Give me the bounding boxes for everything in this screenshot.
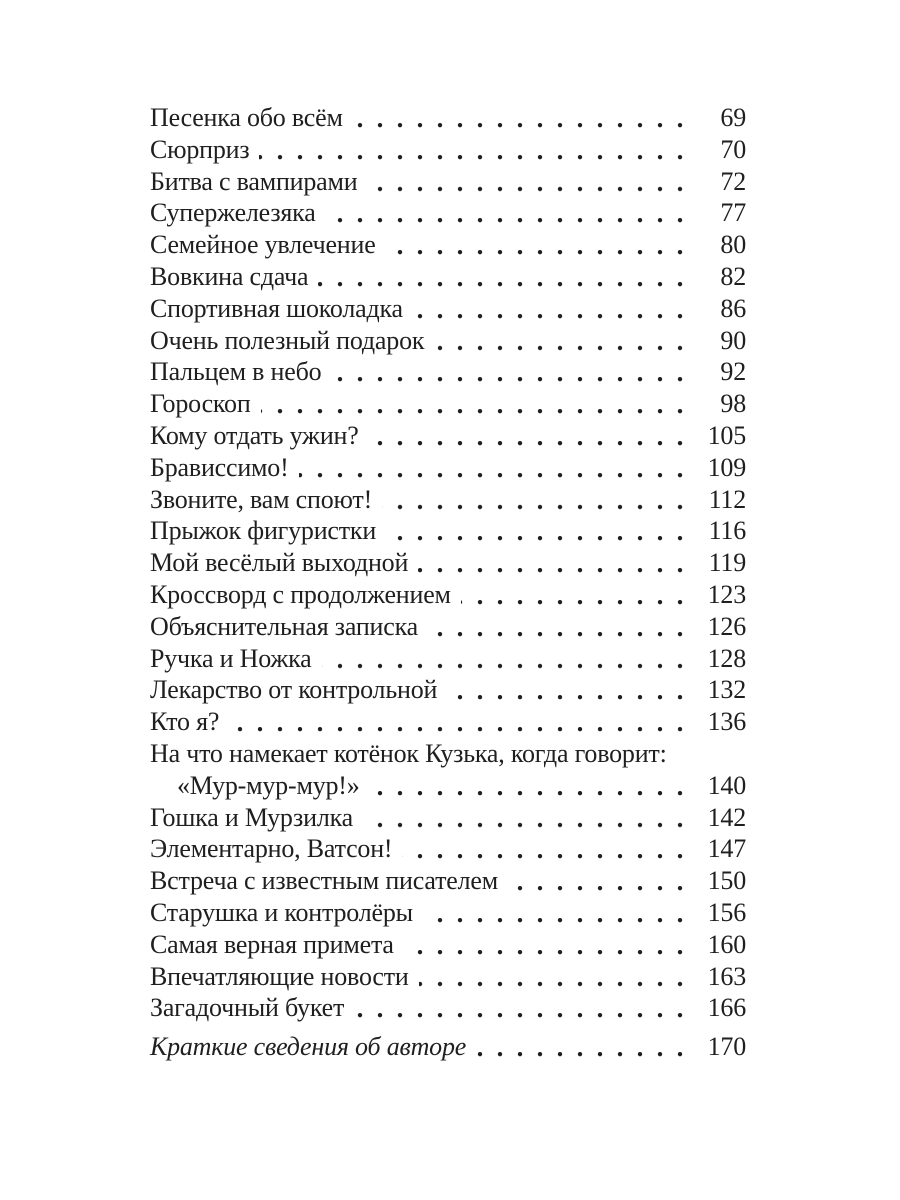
toc-entry-title: Загадочный букет — [150, 992, 354, 1024]
toc-entry-page-number: 150 — [688, 865, 746, 897]
toc-row — [150, 579, 746, 611]
toc-row — [150, 356, 746, 388]
toc-row — [150, 833, 746, 865]
toc-row — [150, 897, 746, 929]
toc-row — [150, 770, 746, 802]
toc-entry-title: Кроссворд с продолжением — [150, 579, 461, 611]
toc-row — [150, 325, 746, 357]
toc-row — [150, 515, 746, 547]
toc-entry-title: Битва с вампирами — [150, 166, 367, 198]
toc-entry-page-number: 136 — [688, 706, 746, 738]
toc-entry-title: Прыжок фигуристки — [150, 515, 386, 547]
toc-entry-title: Семейное увлечение — [150, 229, 386, 261]
toc-entry-title: Ручка и Ножка — [150, 643, 322, 675]
toc-entry-title: Брависсимо! — [150, 452, 299, 484]
toc-row — [150, 674, 746, 706]
toc-row — [150, 134, 746, 166]
toc-entry-title: Пальцем в небо — [150, 356, 331, 388]
toc-entry-page-number: 90 — [688, 325, 746, 357]
toc-row — [150, 261, 746, 293]
toc-entry-title: Сюрприз — [150, 134, 259, 166]
toc-entry-title: Песенка обо всём — [150, 102, 353, 134]
toc-row — [150, 706, 746, 738]
toc-entry-title: Объяснительная записка — [150, 611, 428, 643]
toc-entry-page-number: 70 — [688, 134, 746, 166]
toc-entry-page-number: 105 — [688, 420, 746, 452]
toc-entry-title: Кому отдать ужин? — [150, 420, 369, 452]
toc-row — [150, 1031, 746, 1063]
toc-entry-page-number: 132 — [688, 674, 746, 706]
toc-row — [150, 865, 746, 897]
toc-entry-title: Старушка и контролёры — [150, 897, 423, 929]
toc-entry-title: Впечатляющие новости — [150, 961, 419, 993]
toc-entry-page-number: 128 — [688, 643, 746, 675]
toc-entry-page-number: 142 — [688, 802, 746, 834]
toc-entry-title: Самая верная примета — [150, 929, 404, 961]
toc-entry-title: Гороскоп — [150, 388, 261, 420]
toc-entry-page-number: 166 — [688, 992, 746, 1024]
toc-entry-title: Звоните, вам споют! — [150, 484, 382, 516]
toc-entry-title: На что намекает котёнок Кузька, когда говорит: — [150, 738, 677, 770]
toc-row — [150, 388, 746, 420]
toc-entry-page-number: 98 — [688, 388, 746, 420]
toc-entry-title: Лекарство от контрольной — [150, 674, 447, 706]
toc-entry-page-number: 140 — [688, 770, 746, 802]
toc-row — [150, 197, 746, 229]
toc-entry-page-number: 109 — [688, 452, 746, 484]
toc-entry-page-number: 147 — [688, 833, 746, 865]
toc-entry-page-number: 156 — [688, 897, 746, 929]
toc-entry-page-number: 126 — [688, 611, 746, 643]
toc-entry-page-number: 92 — [688, 356, 746, 388]
toc-row — [150, 484, 746, 516]
toc-row — [150, 420, 746, 452]
toc-row — [150, 802, 746, 834]
toc-entry-page-number: 77 — [688, 197, 746, 229]
toc-entry-page-number: 72 — [688, 166, 746, 198]
toc-row — [150, 293, 746, 325]
toc-row — [150, 643, 746, 675]
toc-entry-title: Спортивная шоколадка — [150, 293, 413, 325]
toc-entry-page-number: 119 — [688, 547, 746, 579]
toc-entry-title: Краткие сведения об авторе — [150, 1031, 476, 1063]
toc-row — [150, 992, 746, 1024]
toc-entry-title: Встреча с известным писателем — [150, 865, 508, 897]
toc-entry-title: Мой весёлый выходной — [150, 547, 418, 579]
toc-entry-page-number: 123 — [688, 579, 746, 611]
toc-entry-title: Вовкина сдача — [150, 261, 318, 293]
toc-entry-page-number: 80 — [688, 229, 746, 261]
toc-list — [150, 102, 746, 1063]
toc-entry-page-number: 82 — [688, 261, 746, 293]
toc-entry-page-number: 86 — [688, 293, 746, 325]
toc-row — [150, 452, 746, 484]
toc-row — [150, 961, 746, 993]
toc-entry-page-number: 160 — [688, 929, 746, 961]
toc-row — [150, 102, 746, 134]
toc-entry-title: Очень полезный подарок — [150, 325, 434, 357]
toc-entry-title: Элементарно, Ватсон! — [150, 833, 402, 865]
toc-entry-page-number: 163 — [688, 961, 746, 993]
toc-row — [150, 738, 746, 770]
toc-row — [150, 166, 746, 198]
toc-entry-title: Супержелезяка — [150, 197, 326, 229]
toc-row — [150, 547, 746, 579]
toc-entry-page-number: 69 — [688, 102, 746, 134]
toc-entry-title: «Мур-мур-мур!» — [150, 770, 370, 802]
toc-entry-title: Гошка и Мурзилка — [150, 802, 363, 834]
toc-row — [150, 611, 746, 643]
toc-entry-page-number: 116 — [688, 515, 746, 547]
toc-entry-page-number: 170 — [688, 1031, 746, 1063]
toc-row — [150, 929, 746, 961]
toc-entry-title: Кто я? — [150, 706, 229, 738]
toc-row — [150, 229, 746, 261]
toc-entry-page-number: 112 — [688, 484, 746, 516]
